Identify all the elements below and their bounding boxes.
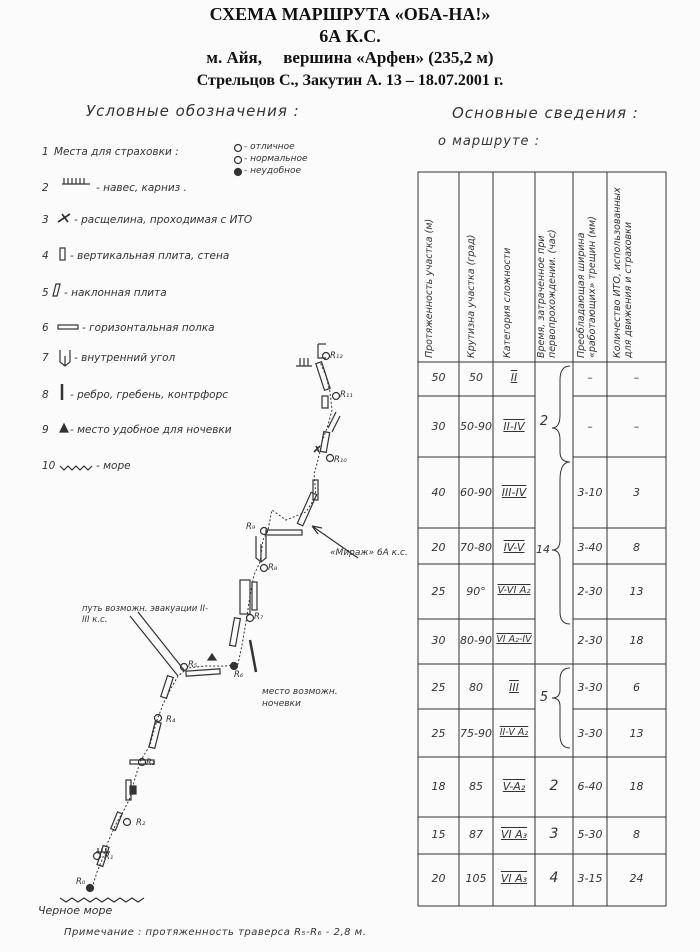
overhang-icon: [62, 178, 90, 184]
belay-label: R₃: [146, 758, 156, 768]
cell-steepness: 60-90: [460, 486, 492, 499]
slab-icon: [230, 618, 241, 647]
cell-category: III-IV: [501, 486, 527, 499]
cell-length: 20: [431, 541, 446, 554]
cell-time: 4: [549, 870, 559, 886]
route-authors: Стрельцов С., Закутин А. 13 – 18.07.2001 г.: [196, 72, 504, 89]
cell-category: VI A₃: [500, 828, 528, 841]
belay-label: R₇: [254, 612, 264, 622]
cell-category: IV-V: [503, 541, 525, 554]
legend-text-5: - наклонная плита: [64, 287, 167, 299]
ledge-icon: [266, 530, 302, 535]
slab-icon: [297, 492, 316, 526]
header-crack-width: Преобладающая ширина «работающих» трещин (мм): [576, 216, 598, 358]
belay-label: R₁₂: [330, 351, 343, 361]
cell-length: 50: [431, 371, 446, 384]
vertical-slab-icon: [252, 582, 257, 610]
header-length: Протяженность участка (м): [424, 218, 435, 358]
belay-excellent-icon: [235, 145, 242, 152]
legend-num-3: 3: [42, 214, 49, 226]
doc-title: СХЕМА МАРШРУТА «ОБА-НА!»: [209, 4, 491, 24]
belay-station-icon: [261, 565, 268, 572]
belay-normal-icon: [235, 157, 242, 164]
legend-text-9: - место удобное для ночевки: [70, 424, 232, 436]
slab-icon: [111, 812, 122, 831]
cell-length: 40: [431, 486, 446, 499]
legend-num-8: 8: [42, 389, 49, 401]
belay-station-icon: [124, 819, 131, 826]
cell-ito: 18: [629, 780, 644, 793]
cell-ito: 8: [633, 828, 640, 841]
crack-icon: [328, 412, 340, 432]
cell-steepness: 87: [469, 828, 483, 841]
cell-steepness: 75-90: [460, 727, 492, 740]
cell-steepness: 50-90: [460, 420, 492, 433]
cell-time: 2: [539, 414, 549, 429]
footnote: Примечание : протяженность траверса R₅-R₆ - 2,8 м.: [64, 927, 367, 938]
belay-excellent-label: - отличное: [244, 142, 295, 152]
cell-crack-width: –: [587, 371, 593, 384]
belay-poor-icon: [235, 169, 242, 176]
cell-ito: 13: [629, 727, 644, 740]
cell-category: III: [509, 681, 519, 694]
cell-time: 2: [549, 778, 559, 794]
evacuation-note: путь возможн. эвакуации II-III к.с.: [82, 604, 209, 625]
legend-text-8: - ребро, гребень, контрфорс: [70, 389, 229, 401]
cell-crack-width: –: [587, 420, 593, 433]
cell-category: II: [510, 371, 518, 384]
cell-category: II-IV: [503, 420, 525, 433]
belay-label: R₄: [166, 715, 176, 725]
cell-time: 5: [539, 690, 549, 705]
route-grade: 6А К.С.: [319, 26, 381, 46]
cell-category: V-A₂: [502, 780, 526, 793]
legend-num-6: 6: [42, 322, 49, 334]
mirage-note: «Мираж» 6А к.с.: [330, 548, 408, 558]
legend-num-9: 9: [42, 424, 49, 436]
legend-text-6: - горизонтальная полка: [82, 322, 215, 334]
belay-label: R₂: [136, 818, 146, 828]
cell-steepness: 80: [469, 681, 483, 694]
cell-crack-width: 2-30: [577, 585, 603, 598]
cell-ito: 3: [633, 486, 640, 499]
info-title: Основные сведения :: [452, 104, 639, 122]
rib-icon: [250, 640, 256, 672]
crack-icon: [58, 214, 70, 222]
legend-text-1: Места для страховки :: [54, 146, 179, 158]
legend-title: Условные обозначения :: [86, 102, 300, 120]
slab-icon: [149, 722, 161, 749]
cell-steepness: 90°: [466, 585, 486, 598]
header-time: Время, затраченное при первопрохождении. (час): [536, 229, 558, 358]
cell-crack-width: 3-10: [577, 486, 603, 499]
cell-ito: 24: [629, 872, 644, 885]
belay-label: R₈: [268, 563, 278, 573]
legend-text-10: - море: [96, 460, 131, 472]
cell-ito: –: [633, 420, 640, 433]
cell-time: 3: [549, 826, 559, 842]
belay-label: R₆: [234, 670, 244, 680]
belay-station-icon: [87, 885, 94, 892]
cell-length: 15: [431, 828, 446, 841]
corner-icon: [256, 536, 266, 562]
belay-station-icon: [155, 715, 162, 722]
corner-icon: [60, 350, 70, 366]
cell-crack-width: 2-30: [577, 634, 603, 647]
cell-category: VI A₂-IV: [496, 634, 532, 645]
cell-time: 14: [536, 543, 550, 556]
belay-station-icon: [247, 615, 254, 622]
sea-icon: [60, 898, 144, 902]
cell-steepness: 80-90: [460, 634, 492, 647]
cell-crack-width: 3-30: [577, 681, 603, 694]
cell-ito: 18: [629, 634, 644, 647]
belay-label: R₁₁: [340, 390, 353, 400]
cell-length: 18: [431, 780, 446, 793]
cell-crack-width: 3-40: [577, 541, 603, 554]
cell-steepness: 70-80: [460, 541, 492, 554]
belay-label: R₀: [76, 877, 86, 887]
belay-poor-label: - неудобное: [244, 166, 302, 176]
ledge-icon: [58, 325, 78, 329]
crack-icon: [314, 446, 320, 452]
vertical-slab-icon: [60, 248, 65, 260]
sea-icon: [60, 466, 92, 470]
slab-icon: [316, 362, 330, 390]
legend-text-3: - расщелина, проходимая с ИТО: [74, 214, 253, 226]
cell-category: II-V A₂: [499, 727, 529, 738]
legend-num-7: 7: [42, 352, 49, 364]
cell-ito: 13: [629, 585, 644, 598]
cell-length: 30: [431, 634, 446, 647]
legend-num-4: 4: [42, 250, 49, 262]
bivouac-note: место возможн. ночевки: [262, 687, 338, 709]
legend-text-4: - вертикальная плита, стена: [70, 250, 230, 262]
cell-crack-width: 6-40: [577, 780, 603, 793]
cell-steepness: 85: [469, 780, 483, 793]
cell-length: 25: [431, 727, 446, 740]
belay-station-icon: [231, 663, 238, 670]
cell-crack-width: 3-30: [577, 727, 603, 740]
cell-length: 25: [431, 585, 446, 598]
legend-num-2: 2: [42, 182, 49, 194]
belay-label: R₅: [188, 660, 198, 670]
slab-icon: [53, 284, 60, 296]
cell-length: 25: [431, 681, 446, 694]
legend-text-2: - навес, карниз .: [96, 182, 187, 194]
cell-crack-width: 5-30: [577, 828, 603, 841]
cell-steepness: 105: [465, 872, 487, 885]
belay-label: R₉: [246, 522, 256, 532]
bivouac-icon: [60, 424, 68, 432]
legend-num-1: 1: [42, 146, 49, 158]
belay-station-icon: [327, 455, 334, 462]
cell-length: 20: [431, 872, 446, 885]
cell-category: V-VI A₂: [497, 585, 531, 596]
header-ito-count: Количество ИТО, использованных для движения и страховки: [612, 187, 634, 358]
cell-length: 30: [431, 420, 446, 433]
sea-label: Черное море: [38, 904, 113, 917]
vertical-slab-icon: [322, 396, 328, 408]
cell-ito: –: [633, 371, 640, 384]
cell-steepness: 50: [469, 371, 483, 384]
overhang-icon: [296, 358, 312, 366]
legend-num-10: 10: [42, 460, 56, 472]
legend-text-7: - внутренний угол: [74, 352, 176, 364]
cell-crack-width: 3-15: [577, 872, 603, 885]
cell-ito: 6: [633, 681, 640, 694]
legend-num-5: 5: [42, 287, 49, 299]
cell-category: VI A₃: [500, 872, 528, 885]
info-subtitle: о маршруте :: [438, 134, 541, 149]
bivouac-icon: [208, 654, 216, 660]
cell-ito: 8: [633, 541, 640, 554]
bivouac-icon: [130, 786, 136, 794]
belay-label: R₁: [104, 852, 114, 862]
route-location: м. Айя, вершина «Арфен» (235,2 м): [206, 48, 494, 67]
header-category: Категория сложности: [502, 247, 513, 358]
header-steepness: Крутизна участка (град): [466, 234, 477, 358]
belay-normal-label: - нормальное: [244, 154, 308, 164]
belay-station-icon: [333, 393, 340, 400]
belay-label: R₁₀: [334, 455, 347, 465]
